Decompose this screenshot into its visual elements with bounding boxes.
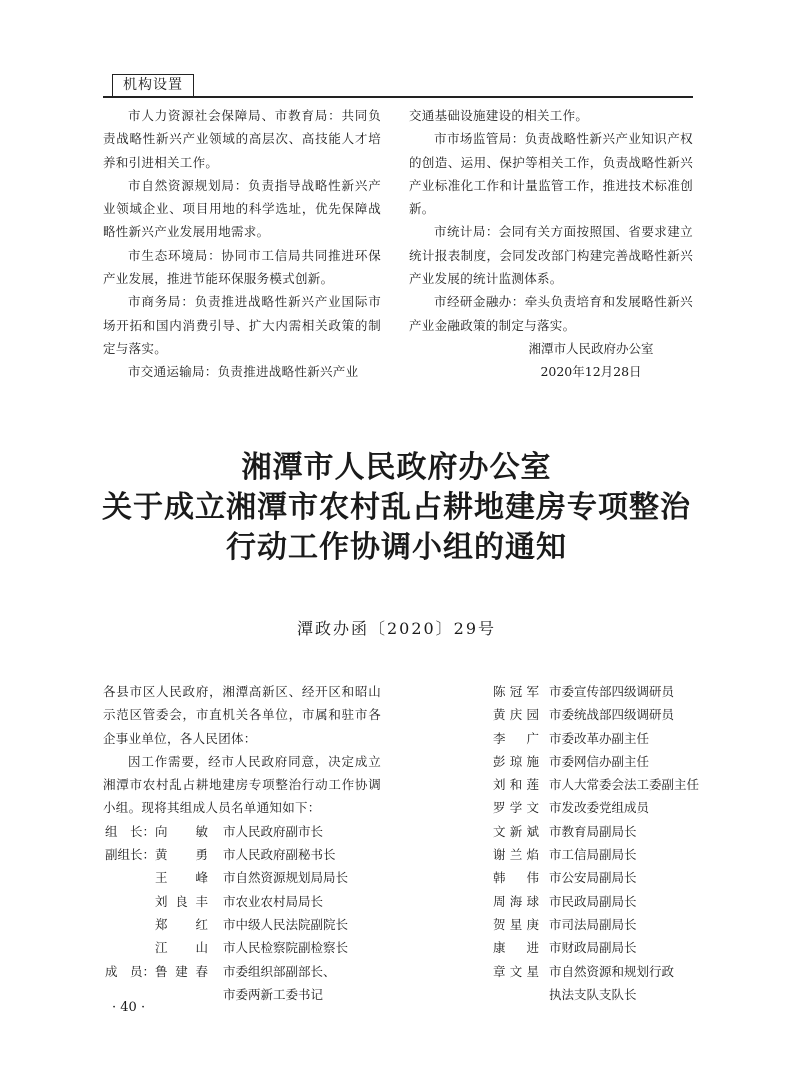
member-role [103, 936, 155, 959]
paragraph: 市市场监管局：负责战略性新兴产业知识产权的创造、运用、保护等相关工作，负责战略性新兴产业标准化工作和计量监管工作，推进技术标准创新。 [409, 131, 693, 217]
page-number: · 40 · [112, 1000, 146, 1015]
notice-title-line-2: 关于成立湘潭市农村乱占耕地建房专项整治 [102, 490, 691, 525]
member-title: 市教育局副局长 [549, 823, 637, 839]
members-left-list [103, 820, 381, 1006]
notice-body: 因工作需要，经市人民政府同意，决定成立湘潭市农村乱占耕地建房专项整治行动工作协调小组。现将其组成人员名单通知如下： [103, 753, 381, 816]
member-title: 执法支队支队长 [549, 986, 637, 1002]
member-name: 罗学文 [493, 800, 539, 816]
member-name: 王 峰 [155, 870, 208, 886]
member-name: 鲁建春 [155, 963, 208, 979]
member-name: 向 敏 [155, 823, 208, 839]
member-title: 市人大常委会法工委副主任 [549, 777, 700, 793]
notice-title-line-3: 行动工作协调小组的通知 [226, 530, 567, 565]
member-name: 陈冠军 [493, 684, 539, 699]
member-row [103, 960, 381, 983]
member-role: 副组长： [104, 847, 155, 863]
paragraph: 市商务局：负责推进战略性新兴产业国际市场开拓和国内消费引导、扩大内需相关政策的制定与落实。 [103, 294, 381, 356]
member-name: 谢兰焰 [493, 847, 539, 863]
member-title: 市农业农村局局长 [223, 893, 324, 909]
member-name: 江 山 [155, 940, 208, 956]
member-name: 周海球 [493, 893, 539, 909]
member-role: 组 长： [104, 823, 155, 839]
signature-org: 湘潭市人民政府办公室 [528, 340, 654, 356]
addressee: 各县市区人民政府，湘潭高新区、经开区和昭山示范区管委会，市直机关各单位，市属和驻市各企事业单位，各人民团体： [103, 684, 381, 746]
member-row [493, 727, 703, 750]
paragraph: 市交通运输局：负责推进战略性新兴产业 [128, 364, 359, 380]
member-name [155, 983, 213, 1006]
member-title: 市民政局副局长 [549, 893, 637, 909]
member-row [493, 773, 703, 796]
members-right-list [493, 680, 703, 1006]
document-number: 潭政办函〔2020〕29号 [296, 619, 497, 638]
paragraph: 市自然资源规划局：负责指导战略性新兴产业领域企业、项目用地的科学选址，优先保障战略性新兴产业发展用地需求。 [103, 177, 381, 240]
member-row [103, 913, 381, 936]
top-left-column [103, 104, 381, 384]
member-row [493, 866, 703, 889]
member-row [103, 820, 381, 843]
member-row [493, 750, 703, 773]
member-row [103, 843, 381, 866]
member-name: 文新斌 [493, 823, 539, 839]
member-row [493, 680, 703, 703]
member-title: 市委统战部四级调研员 [549, 707, 675, 723]
member-row [493, 843, 703, 866]
member-role: 成 员： [104, 963, 155, 979]
member-row [493, 890, 703, 913]
member-role [103, 890, 155, 913]
member-title: 市自然资源规划局局长 [223, 870, 349, 886]
member-row [493, 703, 703, 726]
member-title: 市委组织部副部长、 [223, 963, 336, 979]
paragraph: 市人力资源社会保障局、市教育局：共同负责战略性新兴产业领域的高层次、高技能人才培养和引进相关工作。 [103, 108, 381, 170]
header-rule [103, 96, 693, 98]
member-row [103, 890, 381, 913]
member-title: 市委网信办副主任 [549, 753, 650, 769]
member-role [103, 866, 155, 889]
top-right-column [409, 104, 693, 384]
member-name: 贺星庚 [493, 916, 539, 932]
member-title: 市委改革办副主任 [549, 730, 650, 746]
member-row [493, 796, 703, 819]
member-title: 市委宣传部四级调研员 [549, 684, 675, 699]
member-row [493, 960, 703, 983]
member-title: 市公安局副局长 [549, 870, 637, 886]
paragraph: 交通基础设施建设的相关工作。 [409, 108, 589, 123]
paragraph: 市统计局：会同有关方面按照国、省要求建立统计报表制度，会同发改部门构建完善战略性新兴产业发展的统计监测体系。 [409, 224, 693, 287]
paragraph: 市生态环境局：协同市工信局共同推进环保产业发展，推进节能环保服务模式创新。 [103, 247, 381, 287]
notice-title-line-1: 湘潭市人民政府办公室 [241, 450, 552, 485]
member-name: 李 广 [493, 730, 539, 746]
member-title: 市发改委党组成员 [549, 800, 650, 816]
member-name: 康 进 [493, 940, 539, 956]
member-title: 市人民政府副秘书长 [223, 847, 336, 863]
member-name: 郑 红 [155, 916, 208, 932]
notice-left-column [103, 680, 381, 1006]
member-row [493, 936, 703, 959]
member-name: 彭琼施 [493, 753, 539, 769]
member-row [493, 913, 703, 936]
member-row [103, 866, 381, 889]
member-title: 市委两新工委书记 [223, 986, 324, 1002]
signature-date: 2020年12月28日 [540, 364, 642, 380]
member-name: 黄庆园 [493, 707, 539, 723]
member-title: 市司法局副局长 [549, 916, 637, 932]
member-row [493, 820, 703, 843]
member-title: 市人民检察院副检察长 [223, 940, 349, 956]
member-title: 市工信局副局长 [549, 847, 637, 863]
member-name: 黄 勇 [155, 847, 208, 863]
member-title: 市人民政府副市长 [223, 823, 324, 839]
member-role [103, 913, 155, 936]
member-title: 市自然资源和规划行政 [549, 963, 675, 979]
member-row [103, 936, 381, 959]
member-name [493, 983, 539, 1006]
member-name: 章文星 [493, 963, 539, 979]
section-label: 机构设置 [112, 74, 194, 96]
member-row [493, 983, 703, 1006]
member-name: 刘良丰 [155, 893, 208, 909]
member-name: 刘和莲 [493, 777, 539, 793]
member-name: 韩 伟 [493, 870, 539, 886]
paragraph: 市经研金融办：牵头负责培育和发展略性新兴产业金融政策的制定与落实。 [409, 294, 693, 333]
member-title: 市中级人民法院副院长 [223, 916, 349, 932]
member-title: 市财政局副局长 [549, 940, 637, 956]
